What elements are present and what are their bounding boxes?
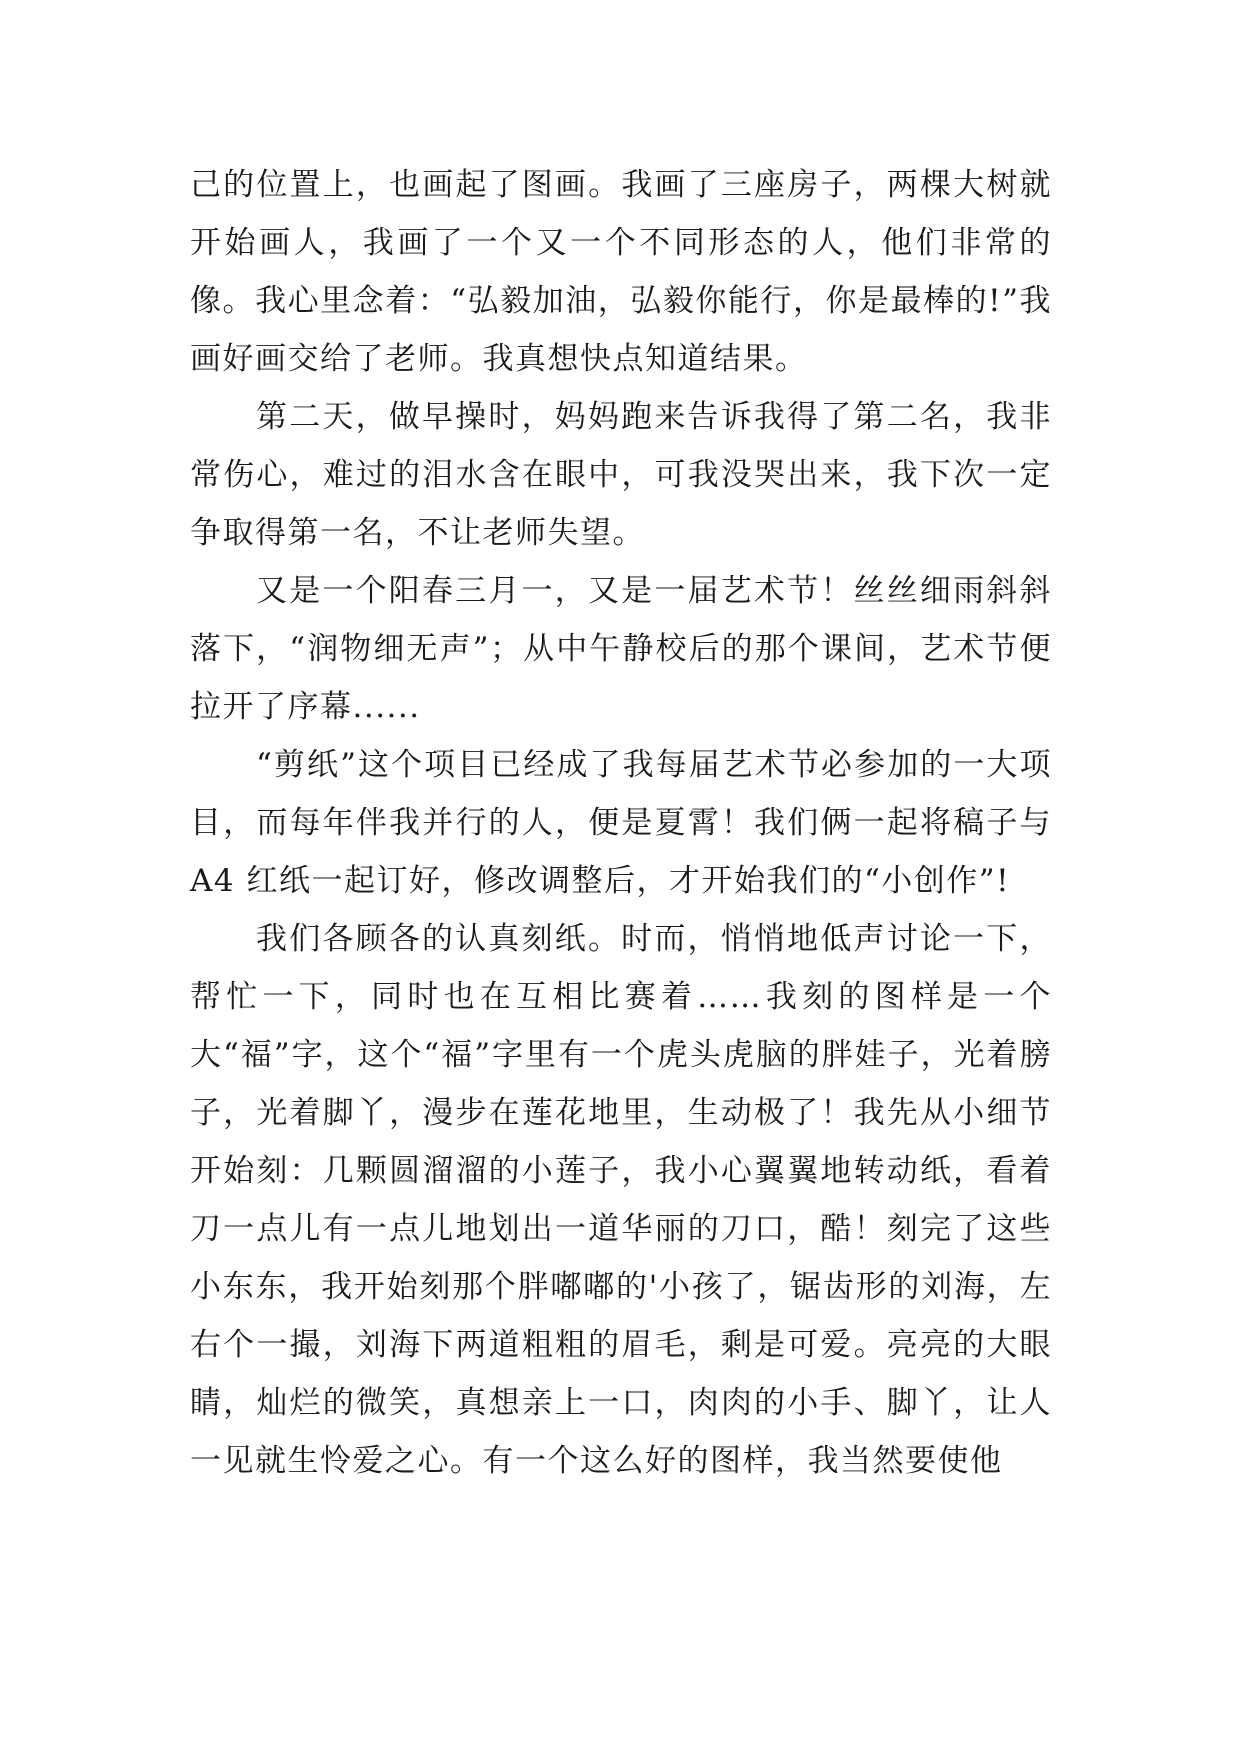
paragraph-1: 己的位置上，也画起了图画。我画了三座房子，两棵大树就开始画人，我画了一个又一个不同形态的人，他们非常的像。我心里念着：“弘毅加油，弘毅你能行，你是最棒的!”我画好画交给了老师。我真想快点知道结果。 <box>190 167 1052 377</box>
paragraph-3: 又是一个阳春三月一，又是一届艺术节！丝丝细雨斜斜落下，“润物细无声”；从中午静校后的那个课间，艺术节便拉开了序幕...... <box>190 573 1052 725</box>
paragraph-4: “剪纸”这个项目已经成了我每届艺术节必参加的一大项目，而每年伴我并行的人，便是夏霄！我们俩一起将稿子与 A4 红纸一起订好，修改调整后，才开始我们的“小创作”! <box>190 747 1052 899</box>
paragraph-2: 第二天，做早操时，妈妈跑来告诉我得了第二名，我非常伤心，难过的泪水含在眼中，可我没哭出来，我下次一定争取得第一名，不让老师失望。 <box>190 399 1052 551</box>
body-text <box>190 156 1052 1490</box>
paragraph-5: 我们各顾各的认真刻纸。时而，悄悄地低声讨论一下，帮忙一下，同时也在互相比赛着……我刻的图样是一个大“福”字，这个“福”字里有一个虎头虎脑的胖娃子，光着膀子，光着脚丫，漫步在莲花地里，生动极了！我先从小细节开始刻：几颗圆溜溜的小莲子，我小心翼翼地转动纸，看着刀一点儿有一点儿地划出一道华丽的刀口，酷！刻完了这些小东东，我开始刻那个胖嘟嘟的'小孩了，锯齿形的刘海，左右个一撮，刘海下两道粗粗的眉毛，剩是可爱。亮亮的大眼睛，灿烂的微笑，真想亲上一口，肉肉的小手、脚丫，让人一见就生怜爱之心。有一个这么好的图样，我当然要使他 <box>190 921 1052 1479</box>
